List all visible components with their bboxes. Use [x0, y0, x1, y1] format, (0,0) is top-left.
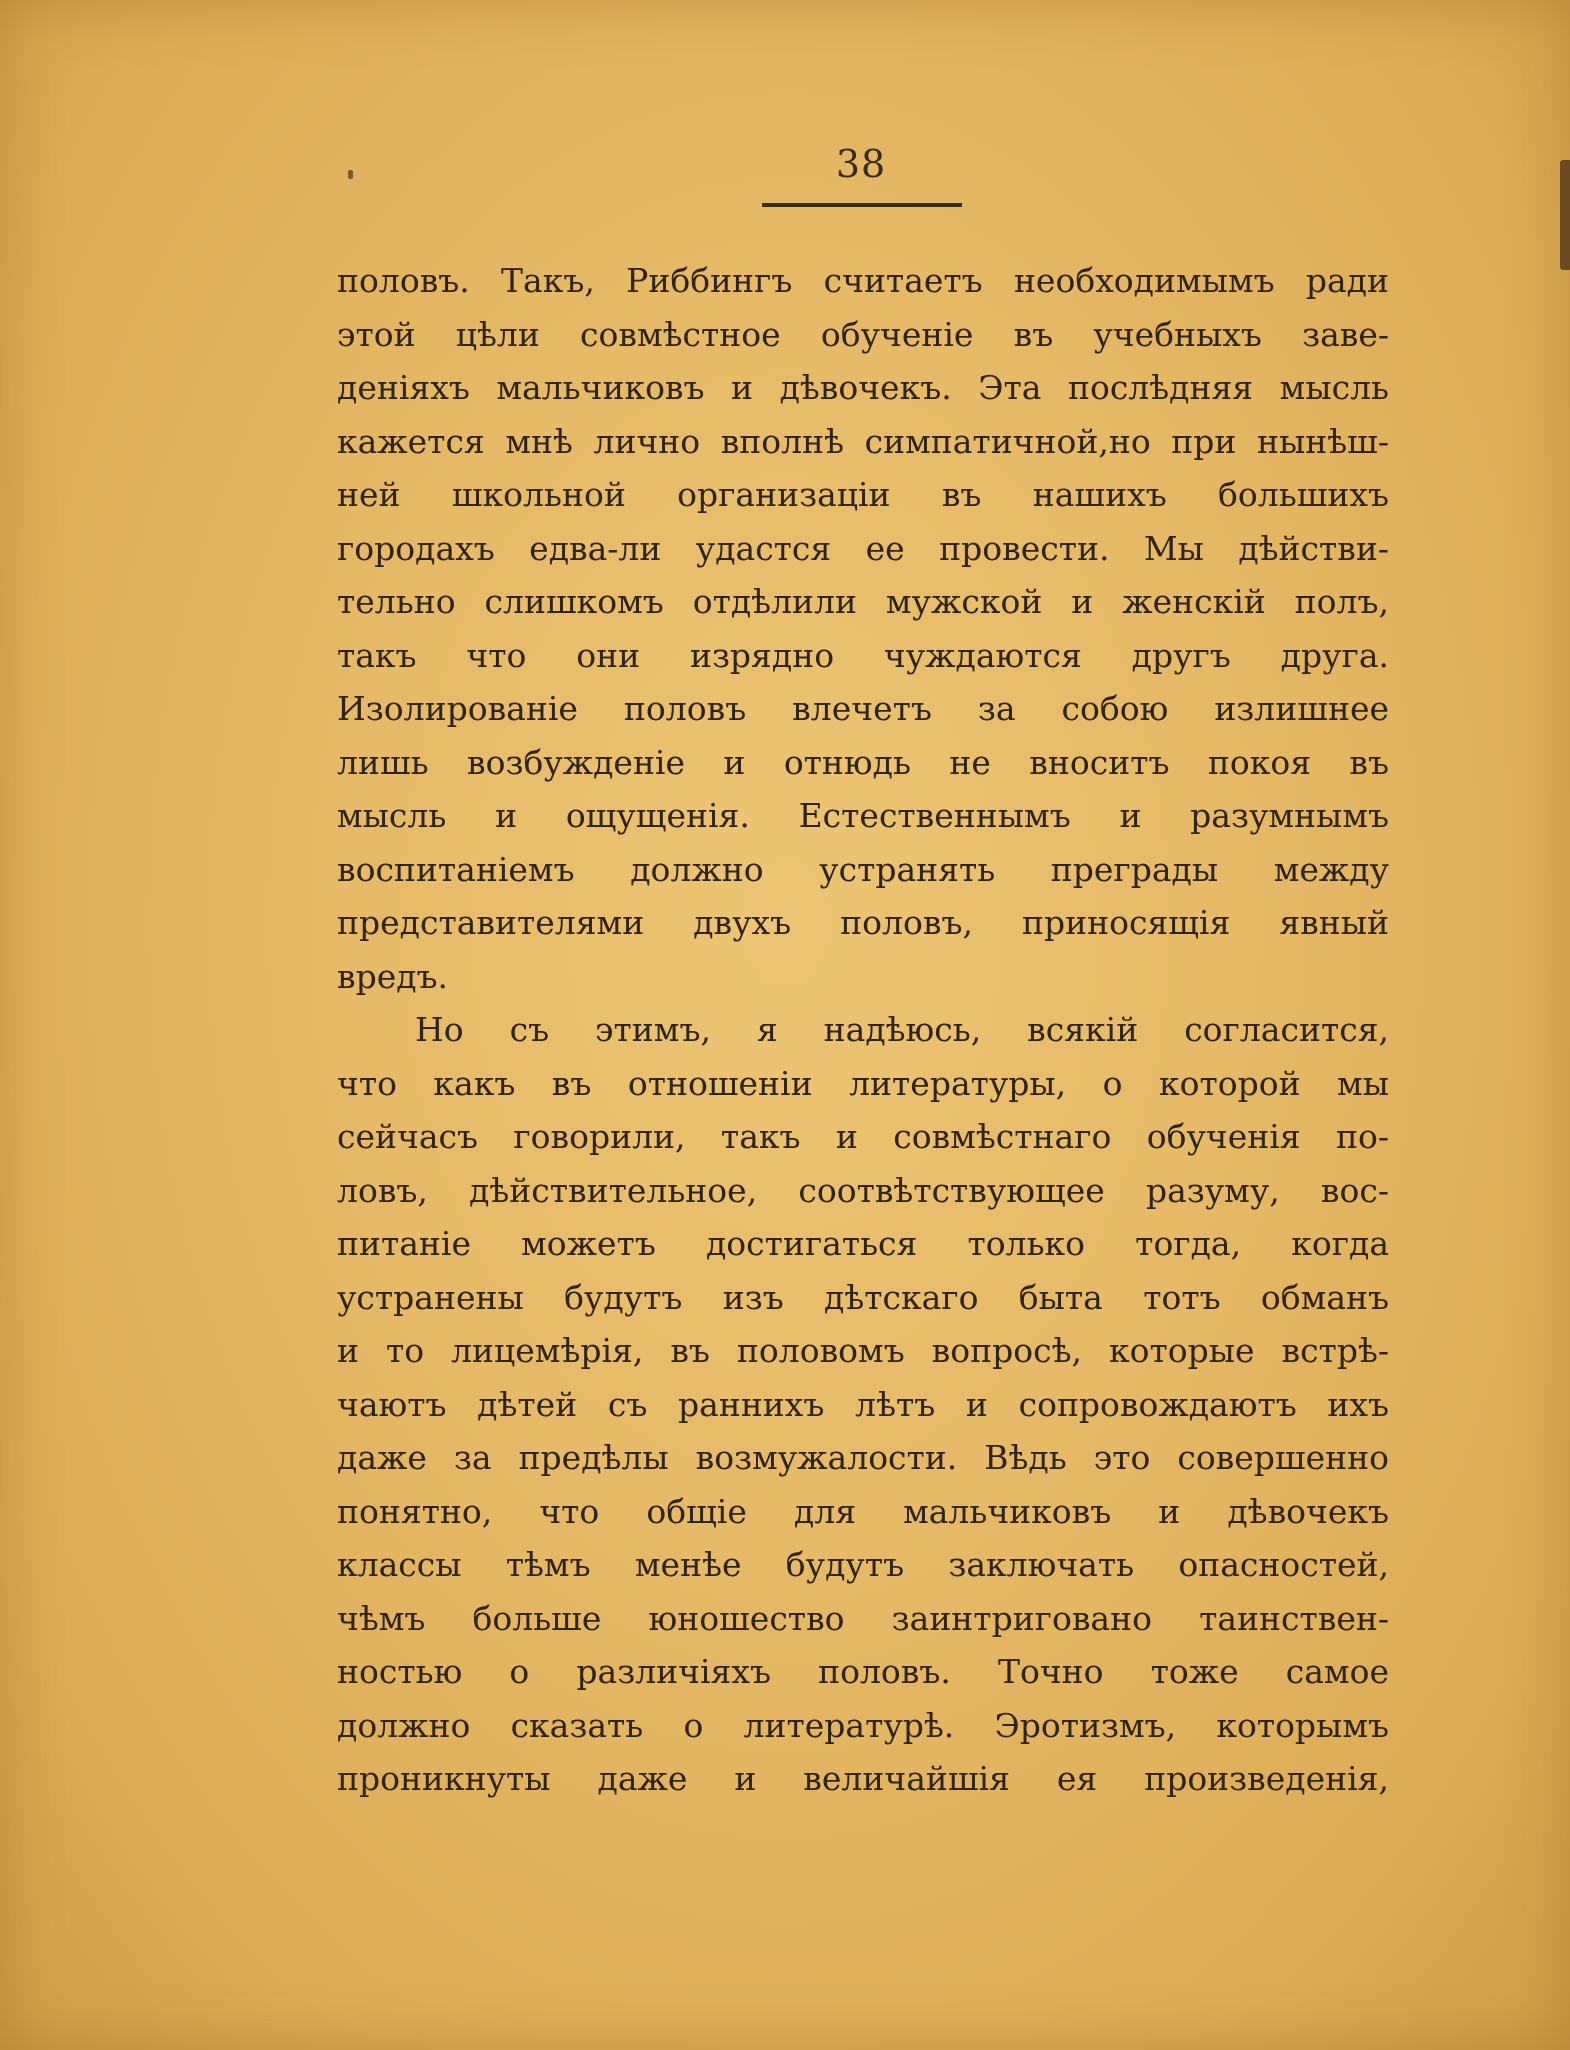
text-line: тельно слишкомъ отдѣлили мужской и женскій полъ, [337, 582, 1389, 621]
text-line: мысль и ощущенія. Естественнымъ и разумнымъ [337, 796, 1389, 835]
text-line: понятно, что общіе для мальчиковъ и дѣвочекъ [337, 1491, 1389, 1531]
text-line: ловъ, дѣйствительное, соотвѣтствующее разуму, вос- [337, 1170, 1389, 1210]
text-line: даже за предѣлы возмужалости. Вѣдь это совершенно [337, 1438, 1389, 1477]
text-line: половъ. Такъ, Риббингъ считаетъ необходимымъ ради [337, 261, 1389, 300]
text-line: деніяхъ мальчиковъ и дѣвочекъ. Эта послѣдняя мысль [337, 368, 1389, 407]
text-line: Изолированіе половъ влечетъ за собою излишнее [337, 689, 1389, 728]
text-line: чѣмъ больше юношество заинтриговано таинствен- [337, 1598, 1389, 1638]
page-header [0, 142, 1570, 186]
text-line: ней школьной организаціи въ нашихъ большихъ [337, 475, 1389, 514]
text-line: представителями двухъ половъ, приносящія явный [337, 903, 1389, 942]
body-text [337, 254, 1389, 1806]
text-line: проникнуты даже и величайшія ея произведенія, [337, 1759, 1389, 1798]
text-line: этой цѣли совмѣстное обученіе въ учебныхъ заве- [337, 314, 1389, 354]
header-rule [762, 203, 962, 207]
text-line: чаютъ дѣтей съ раннихъ лѣтъ и сопровождаютъ ихъ [337, 1384, 1389, 1424]
text-line: питаніе можетъ достигаться только тогда, когда [337, 1224, 1389, 1263]
paragraph-end-line: вредъ. [337, 956, 449, 996]
page-number: 38 [835, 142, 887, 186]
text-line: устранены будутъ изъ дѣтскаго быта тотъ обманъ [337, 1277, 1389, 1317]
text-line: воспитаніемъ должно устранять преграды между [337, 849, 1389, 889]
text-line: должно сказать о литературѣ. Эротизмъ, которымъ [337, 1705, 1389, 1745]
text-line: ностью о различіяхъ половъ. Точно тоже самое [337, 1652, 1389, 1691]
text-line: классы тѣмъ менѣе будутъ заключать опасностей, [337, 1545, 1389, 1584]
text-line: что какъ въ отношеніи литературы, о которой мы [337, 1063, 1389, 1103]
text-line: кажется мнѣ лично вполнѣ симпатичной,но при нынѣш- [337, 421, 1389, 461]
text-line: городахъ едва-ли удастся ее провести. Мы дѣйстви- [337, 528, 1389, 568]
paragraph-start-line: Но съ этимъ, я надѣюсь, всякій согласится, [415, 1010, 1389, 1049]
text-line: такъ что они изрядно чуждаются другъ друга. [337, 635, 1389, 675]
text-line: лишь возбужденіе и отнюдь не вноситъ покоя въ [337, 742, 1389, 782]
text-line: и то лицемѣрія, въ половомъ вопросѣ, которые встрѣ- [337, 1331, 1389, 1370]
text-line: сейчасъ говорили, такъ и совмѣстнаго обученія по- [337, 1117, 1389, 1156]
